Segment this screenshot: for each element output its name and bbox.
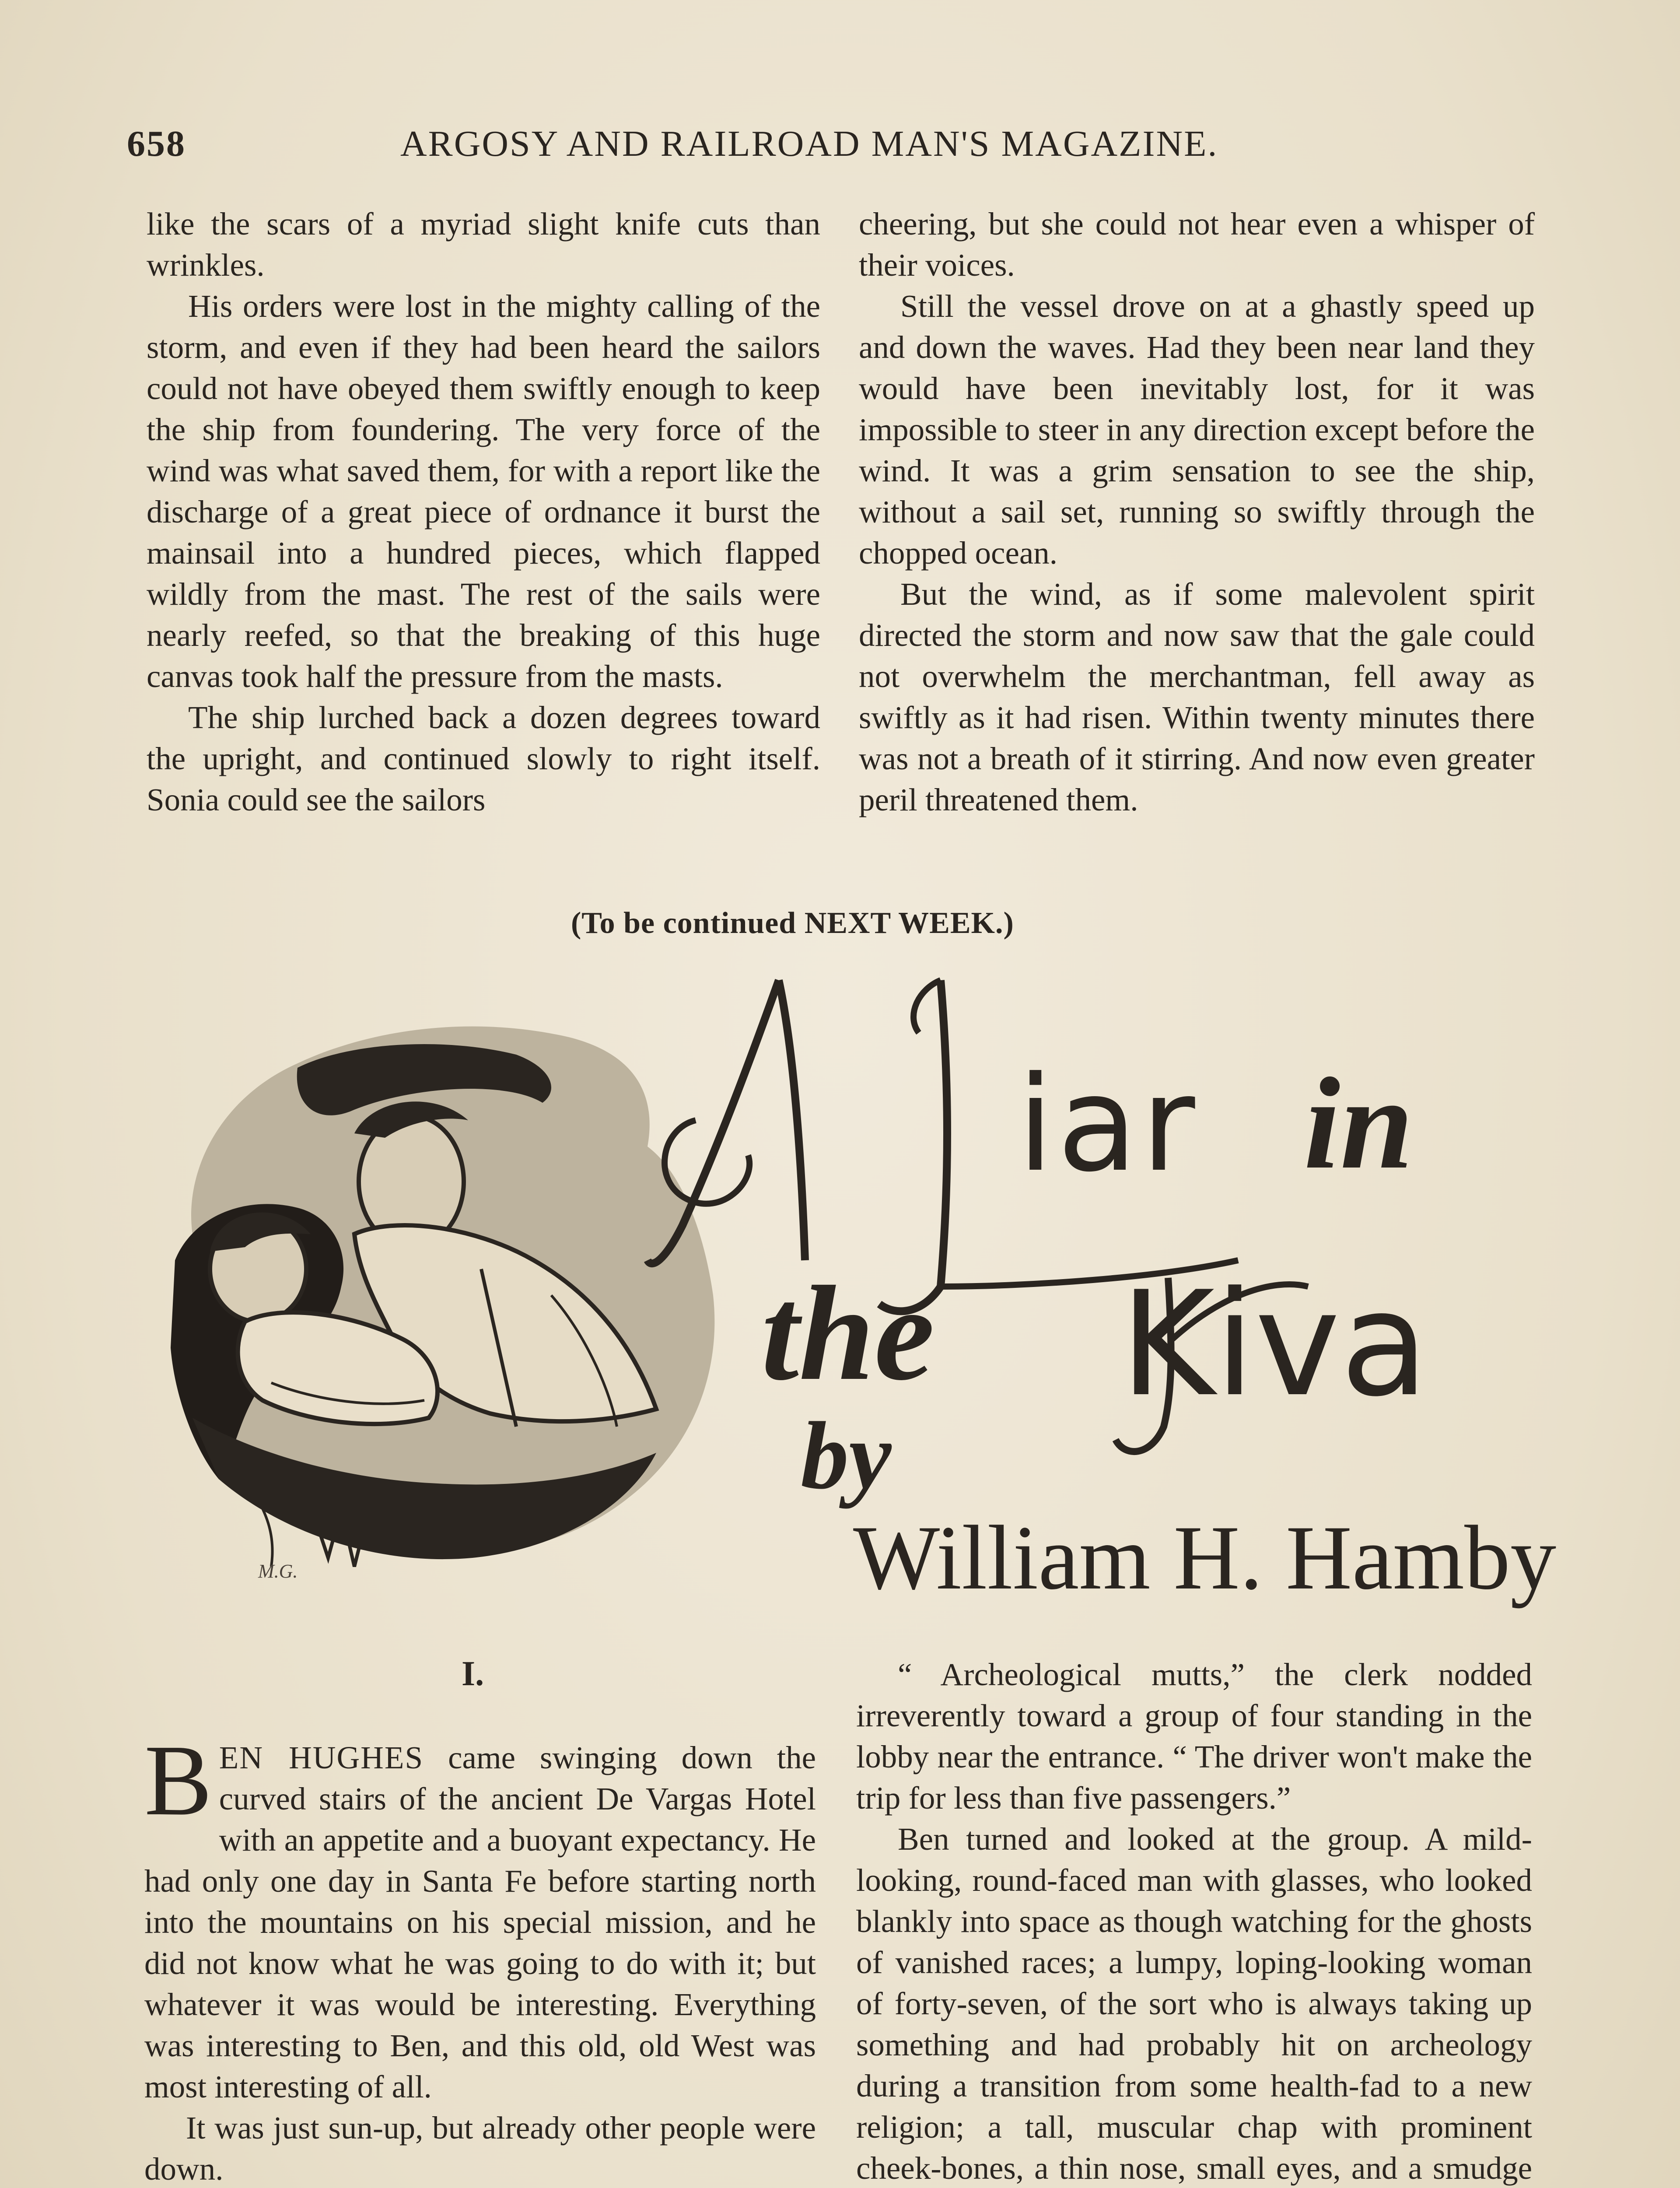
drop-cap: B <box>144 1724 212 1837</box>
running-head <box>127 123 1299 171</box>
paragraph: But the wind, as if some malevolent spirit directed the storm and now saw that the gale could not overwhelm the merchantman, fell away as swiftly as it had risen. Within twenty minutes there was not a breath of it stirring. And now even greater peril threatened them. <box>859 576 1535 817</box>
magazine-title: ARGOSY AND RAILROAD MAN'S MAGAZINE. <box>400 123 1218 164</box>
paragraph: His orders were lost in the mighty calling of the storm, and even if they had been heard the sailors could not have obeyed them swiftly enough to keep the ship from foundering. The very force of the wind was what saved them, for with a report like the discharge of a great piece of ordnance it burst the mainsail into a hundred pieces, which flapped wildly from the mast. The rest of the sails were nearly reefed, so that the breaking of this huge canvas took half the pressure from the masts. <box>147 288 820 694</box>
to-be-continued-note: (To be continued NEXT WEEK.) <box>571 906 1014 940</box>
title-word-kiva: Kiva <box>1120 1260 1429 1428</box>
author-name: William H. Hamby <box>853 1507 1557 1609</box>
story-column-right <box>856 1654 1532 2188</box>
paragraph: Still the vessel drove on at a ghastly speed up and down the waves. Had they been near land they would have been inevitably lost, for it was impossible to steer in any direction except before the wind. It was a grim sensation to see the ship, without a sail set, running so swiftly through the chopped ocean. <box>859 288 1535 571</box>
title-word-the: the <box>761 1259 935 1409</box>
paragraph: It was just sun-up, but already other people were down. <box>144 2110 816 2187</box>
artist-signature: M.G. <box>258 1560 298 1582</box>
paragraph: cheering, but she could not hear even a whisper of their voices. <box>859 206 1535 283</box>
title-word-iar: iar <box>1017 1048 1199 1201</box>
prev-story-column-left <box>147 203 820 820</box>
opening-paragraph <box>144 1724 816 2107</box>
prev-story-column-right <box>859 203 1535 820</box>
lead-in-smallcaps: EN HUGHES <box>219 1740 424 1775</box>
paragraph: Ben turned and looked at the group. A mild-looking, round-faced man with glasses, who looked blankly into space as though watching for the ghosts of vanished races; a lumpy, loping-looking woman of forty-seven, of the sort who is always taking up something and had probably hit on archeology during a transition from some health-fad to a new religion; a tall, muscular chap with prominent cheek-bones, a thin nose, small eyes, and a smudge <box>856 1821 1532 2186</box>
paragraph-text: came swinging down the curved stairs of the ancient De Vargas Hotel with an appetite and a buoyant expectancy. He had only one day in Santa Fe before starting north into the mountains on his special mission, and he did not know what he was going to do with it; but whatever it was would be interesting. Everything was interesting to Ben, and this old, old West was most interesting of all. <box>144 1740 816 2104</box>
paragraph: like the scars of a myriad slight knife cuts than wrinkles. <box>147 206 820 283</box>
title-word-in: in <box>1304 1051 1414 1196</box>
paragraph: “ Archeological mutts,” the clerk nodded irreverently toward a group of four standing in the lobby near the entrance. “ The driver won't make the trip for less than five passengers.” <box>856 1657 1532 1816</box>
page-number: 658 <box>127 123 186 164</box>
byline-by: by <box>801 1402 892 1509</box>
story-column-left <box>144 1724 816 2188</box>
chapter-number: I. <box>462 1655 484 1693</box>
paragraph: The ship lurched back a dozen degrees toward the upright, and continued slowly to right itself. Sonia could see the sailors <box>147 700 820 817</box>
